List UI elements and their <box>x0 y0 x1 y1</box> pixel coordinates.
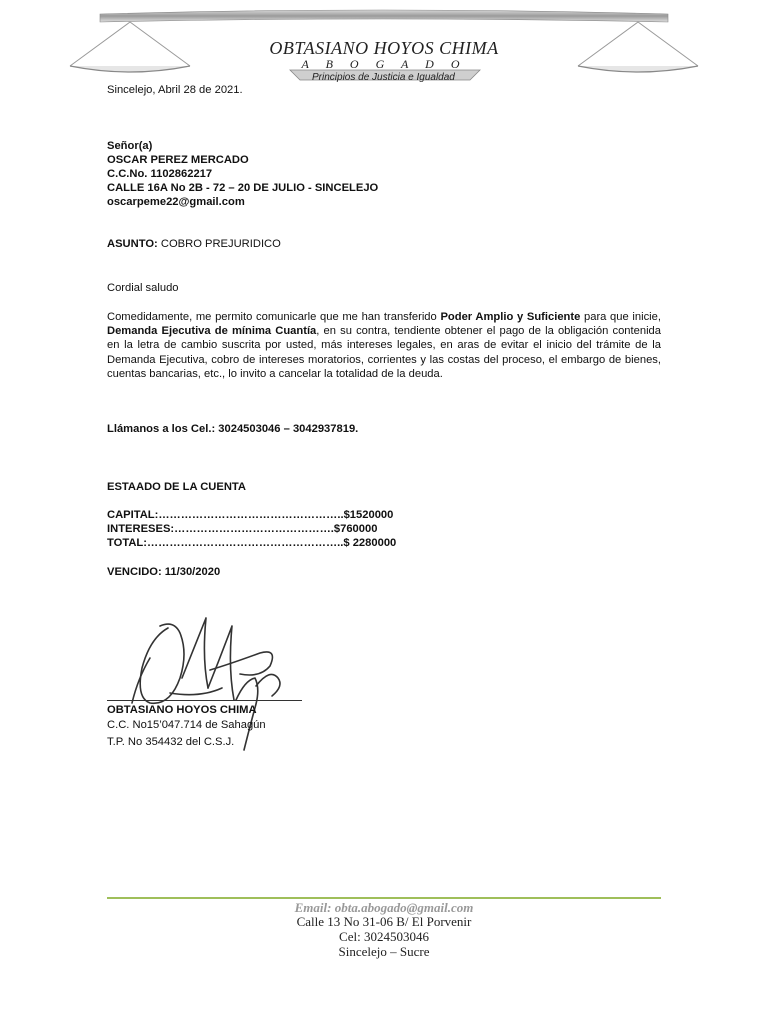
body-text-3: , en su contra, tendiente obtener el pago de la obligación contenida en la letra de cambio suscrita por usted, más intereses legales, en aras de evitar el inicio del trámite de la Demanda Ejecutiva, cobro de intereses moratorios, corrientes y las costas del proceso, el embargo de bienes, cuentas bancarias, etc., lo invito a cancelar la totalidad de la deuda. <box>107 325 662 380</box>
body-bold-1: Poder Amplio y Suficiente <box>440 311 581 323</box>
footer-cel: Cel: 3024503046 <box>339 929 429 944</box>
footer-divider <box>107 897 661 899</box>
footer-city: Sincelejo – Sucre <box>338 944 430 959</box>
body-paragraph <box>107 310 661 381</box>
signature-line <box>107 700 302 701</box>
subject-value: COBRO PREJURIDICO <box>160 238 281 250</box>
recipient-id: C.C.No. 1102862217 <box>107 168 213 180</box>
signer-name: OBTASIANO HOYOS CHIMA <box>107 704 257 716</box>
recipient-email: oscarpeme22@gmail.com <box>107 196 245 208</box>
body-bold-2: Demanda Ejecutiva de mínima Cuantía <box>107 325 317 338</box>
subject-label: ASUNTO: <box>107 238 158 250</box>
account-heading: ESTAADO DE LA CUENTA <box>107 481 247 493</box>
letter-date: Sincelejo, Abril 28 de 2021. <box>107 84 243 96</box>
body-text-1: Comedidamente, me permito comunicarle que me han transferido <box>107 311 441 323</box>
greeting: Cordial saludo <box>107 282 179 294</box>
account-vencido: VENCIDO: 11/30/2020 <box>107 566 221 578</box>
body-text-2: para que inicie, <box>580 311 661 323</box>
footer-email: Email: obta.abogado@gmail.com <box>294 900 474 915</box>
recipient-name: OSCAR PEREZ MERCADO <box>107 154 249 166</box>
account-total: TOTAL:……………………………………………..$ 2280000 <box>107 537 397 549</box>
recipient-salutation: Señor(a) <box>107 140 153 152</box>
letterhead-title: A B O G A D O <box>301 57 467 71</box>
recipient-address: CALLE 16A No 2B - 72 – 20 DE JULIO - SINCELEJO <box>107 182 379 194</box>
subject <box>107 237 281 251</box>
account-intereses: INTERESES:…………………………………….$760000 <box>107 523 378 535</box>
signer-tp: T.P. No 354432 del C.S.J. <box>107 736 235 748</box>
letterhead-motto: Principios de Justicia e Igualdad <box>312 72 455 83</box>
signer-id: C.C. No15’047.714 de Sahagún <box>107 719 266 731</box>
footer-address: Calle 13 No 31-06 B/ El Porvenir <box>296 914 472 929</box>
account-capital: CAPITAL:…………………………………………..$1520000 <box>107 509 394 521</box>
letterhead-name: OBTASIANO HOYOS CHIMA <box>269 38 499 58</box>
phones: Llámanos a los Cel.: 3024503046 – 3042937819. <box>107 423 359 435</box>
